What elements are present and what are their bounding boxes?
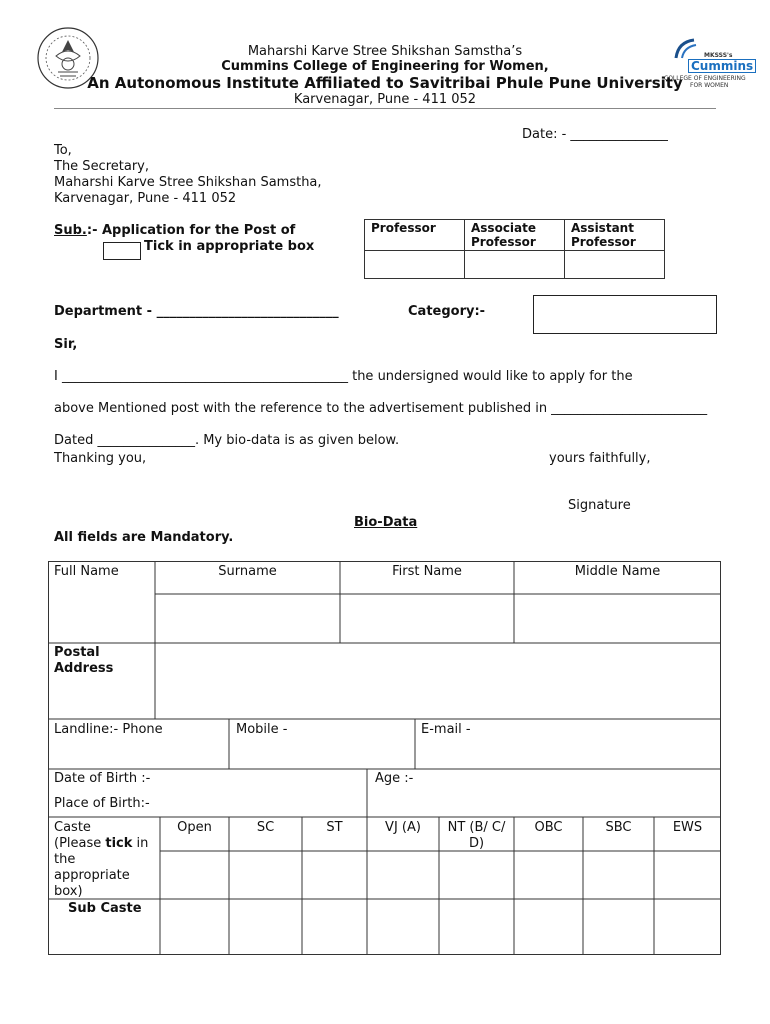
advertisement-line[interactable]: above Mentioned post with the reference to the advertisement published in ________________________	[54, 401, 708, 416]
closing-text: yours faithfully,	[549, 451, 651, 466]
address-line-2: Maharshi Karve Stree Shikshan Samstha,	[54, 175, 322, 190]
postal-address-label: Postal Address	[54, 645, 114, 676]
header-divider	[54, 108, 716, 109]
dated-line[interactable]: Dated _______________. My bio-data is as given below.	[54, 433, 400, 448]
post-assistant-tickbox[interactable]	[565, 251, 665, 279]
signature-label: Signature	[568, 498, 631, 513]
category-label: Category:-	[408, 304, 486, 319]
post-associate-tickbox[interactable]	[465, 251, 565, 279]
sub-caste-input[interactable]	[161, 900, 720, 954]
post-professor-tickbox[interactable]	[365, 251, 465, 279]
biodata-table	[48, 561, 721, 955]
pob-label[interactable]: Place of Birth:-	[54, 796, 150, 811]
caste-st-tickbox[interactable]	[303, 852, 366, 898]
dob-label[interactable]: Date of Birth :-	[54, 771, 151, 786]
caste-note-tick: tick	[105, 836, 133, 851]
email-label[interactable]: E-mail -	[421, 722, 471, 737]
caste-vj: VJ (A)	[385, 820, 421, 835]
caste-label-text: Caste	[54, 820, 91, 835]
post-selection-table	[364, 219, 665, 279]
caste-note-b: in the appropriate box)	[54, 836, 149, 899]
age-label[interactable]: Age :-	[375, 771, 414, 786]
caste-sbc: SBC	[605, 820, 632, 835]
first-name-label: First Name	[392, 564, 462, 579]
caste-obc: OBC	[534, 820, 563, 835]
caste-vj-tickbox[interactable]	[368, 852, 438, 898]
logo-sub-text-2: FOR WOMEN	[690, 82, 729, 89]
subject-text: :- Application for the Post of	[86, 223, 296, 238]
caste-nt-tickbox[interactable]	[440, 852, 513, 898]
college-address: Karvenagar, Pune - 411 052	[293, 92, 477, 107]
caste-note-a: (Please	[54, 836, 106, 851]
date-field[interactable]: Date: - _______________	[522, 127, 668, 142]
sub-caste-label: Sub Caste	[68, 901, 142, 916]
logo-sub-text-1: COLLEGE OF ENGINEERING	[664, 75, 746, 82]
postal-address-input[interactable]	[156, 644, 720, 718]
logo-small-text: MKSSS's	[704, 52, 733, 59]
biodata-heading: Bio-Data	[354, 515, 418, 530]
salutation: Sir,	[54, 337, 78, 352]
post-associate-professor: Associate Professor	[465, 220, 565, 251]
caste-open: Open	[177, 820, 212, 835]
category-input-box[interactable]	[533, 295, 717, 334]
full-name-label: Full Name	[54, 564, 119, 579]
logo-brand-text: Cummins	[688, 59, 756, 73]
post-professor: Professor	[365, 220, 465, 251]
samstha-name: Maharshi Karve Stree Shikshan Samstha’s	[247, 44, 523, 59]
college-name: Cummins College of Engineering for Women,	[221, 59, 549, 74]
surname-input[interactable]	[156, 595, 339, 642]
caste-st: ST	[326, 820, 343, 835]
caste-ews-tickbox[interactable]	[655, 852, 720, 898]
caste-open-tickbox[interactable]	[161, 852, 228, 898]
first-name-input[interactable]	[341, 595, 513, 642]
subject-label: Sub.	[54, 223, 87, 238]
institute-affiliation: An Autonomous Institute Affiliated to Savitribai Phule Pune University	[87, 74, 683, 92]
surname-label: Surname	[218, 564, 277, 579]
post-assistant-professor: Assistant Professor	[565, 220, 665, 251]
caste-label	[54, 820, 154, 900]
to-label: To,	[54, 143, 72, 158]
address-line-1: The Secretary,	[54, 159, 149, 174]
mandatory-note: All fields are Mandatory.	[54, 530, 234, 545]
address-line-3: Karvenagar, Pune - 411 052	[54, 191, 237, 206]
applicant-name-line[interactable]: I ____________________________________________ the undersigned would like to apply for the	[54, 369, 633, 384]
caste-obc-tickbox[interactable]	[515, 852, 582, 898]
department-field[interactable]: Department - ____________________________	[54, 304, 339, 319]
subject-line	[54, 223, 295, 238]
caste-nt: NT (B/ C/ D)	[447, 820, 506, 851]
caste-sc-tickbox[interactable]	[230, 852, 301, 898]
middle-name-label: Middle Name	[574, 564, 661, 579]
caste-sbc-tickbox[interactable]	[584, 852, 653, 898]
mobile-label[interactable]: Mobile -	[236, 722, 288, 737]
tick-instruction: Tick in appropriate box	[144, 239, 315, 254]
middle-name-input[interactable]	[515, 595, 720, 642]
thanking-text: Thanking you,	[54, 451, 147, 466]
caste-ews: EWS	[672, 820, 703, 835]
landline-label[interactable]: Landline:- Phone	[54, 722, 163, 737]
caste-sc: SC	[256, 820, 275, 835]
tick-sample-box	[103, 242, 141, 260]
